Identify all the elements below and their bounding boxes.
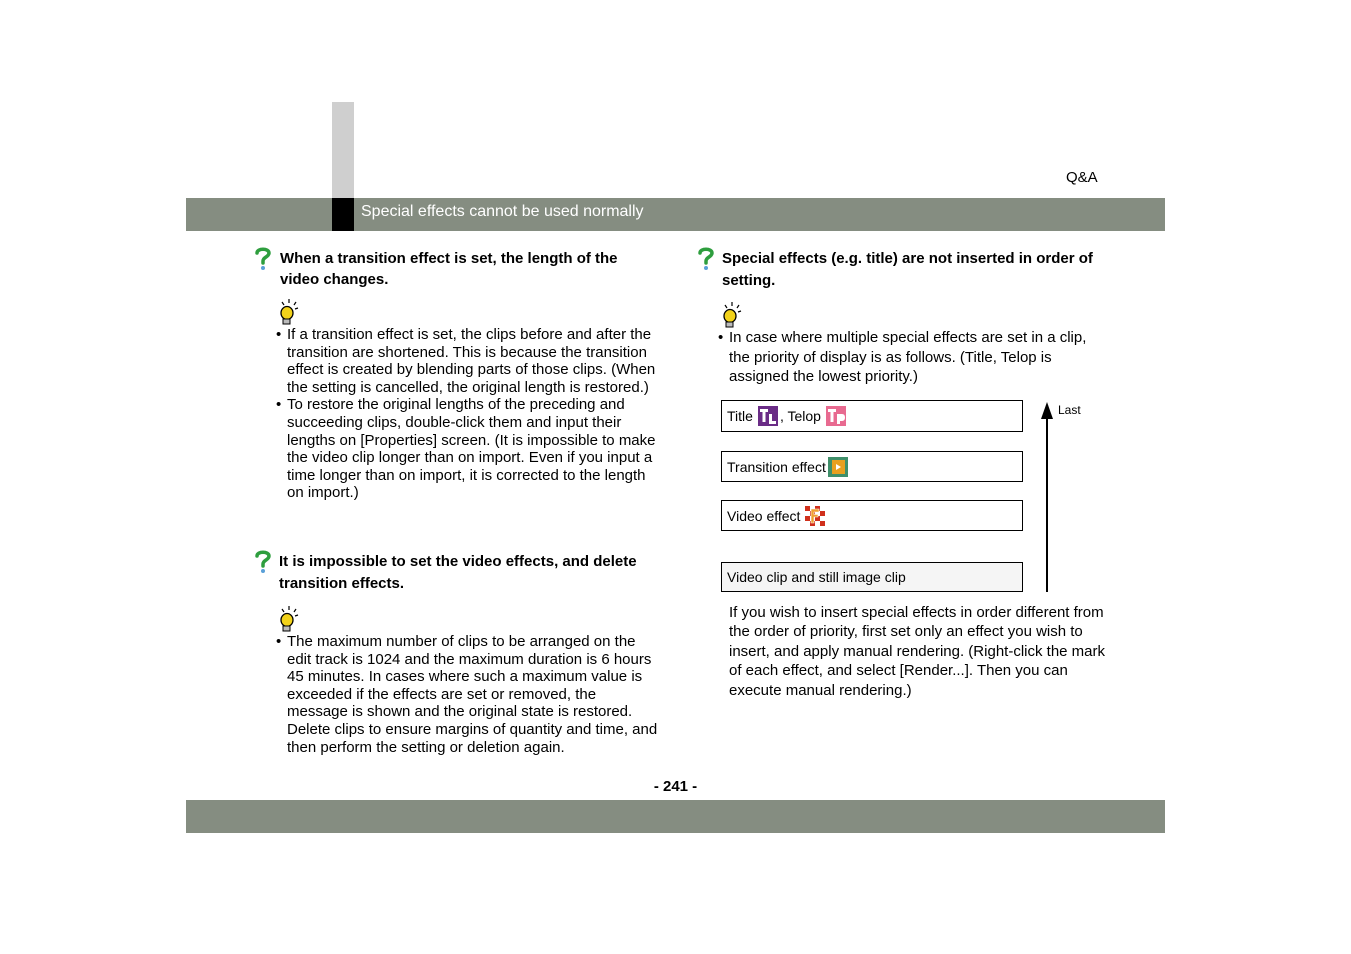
question-mark-icon [697,246,715,272]
question-heading-2: It is impossible to set the video effects, and delete transition effects. [279,553,637,592]
priority-last-label: Last [1058,403,1081,417]
clip-label: Video clip and still image clip [727,569,906,585]
q3-note: If you wish to insert special effects in order different from the order of priority, first set only an effect you wish to insert, and apply manual rendering. (Right-click the mark of each effect, and select [Render...]. Then you can execute manual rendering.) [729,604,1106,699]
priority-box-title-telop [721,400,1023,432]
header-gray-tab [332,102,354,198]
question-mark-icon [254,246,272,272]
list-item: • If a transition effect is set, the clips before and after the transition are shortened. This is because the transition effect is created by blending parts of those clips. (When the setting is cancelled, the original length is restored.) [276,326,661,396]
question-heading-3: Special effects (e.g. title) are not inserted in order of setting. [722,250,1093,289]
priority-box-video-effect [721,500,1023,531]
page-number: - 241 - [653,778,698,795]
title-tl-icon [758,406,778,426]
list-item: • In case where multiple special effects are set in a clip, the priority of display is as follows. (Title, Telop is assigned the lowest priority.) [718,328,1103,387]
q2-answer [276,633,661,756]
question-mark-icon [254,549,272,575]
priority-arrow-line [1046,410,1048,592]
list-item: • The maximum number of clips to be arranged on the edit track is 1024 and the maximum duration is 6 hours 45 minutes. In cases where such a maximum value is exceeded if the effects are set or removed, the message is shown and the original state is restored. [276,633,661,721]
page-title: Special effects cannot be used normally [361,203,644,220]
q3-answer [718,328,1103,387]
list-item: • To restore the original lengths of the preceding and succeeding clips, double-click them and input their lengths on [Properties] screen. (It is impossible to make the video clip longer than on import. Even if you input a time longer than on import, it is corrected to the length on import.) [276,396,661,502]
footer-bar [186,800,1165,833]
title-label: Title [727,408,753,424]
video-effect-label: Video effect [727,507,801,524]
telop-label: , Telop [779,408,821,424]
lightbulb-icon [277,605,301,635]
transition-effect-icon [828,457,848,477]
section-label: Q&A [1066,169,1098,186]
question-heading-1: When a transition effect is set, the length of the video changes. [280,250,618,288]
telop-tp-icon [826,406,846,426]
priority-box-transition [721,451,1023,482]
q1-answer [276,326,661,502]
q2-continuation: Delete clips to ensure margins of quantity and time, and then perform the setting or deletion again. [287,720,658,756]
header-black-tab [332,198,354,231]
transition-label: Transition effect [727,458,826,475]
priority-box-clips [721,562,1023,592]
lightbulb-icon [277,298,301,328]
arrow-up-icon [1041,402,1053,419]
video-effect-icon [805,506,825,526]
lightbulb-icon [720,301,744,331]
